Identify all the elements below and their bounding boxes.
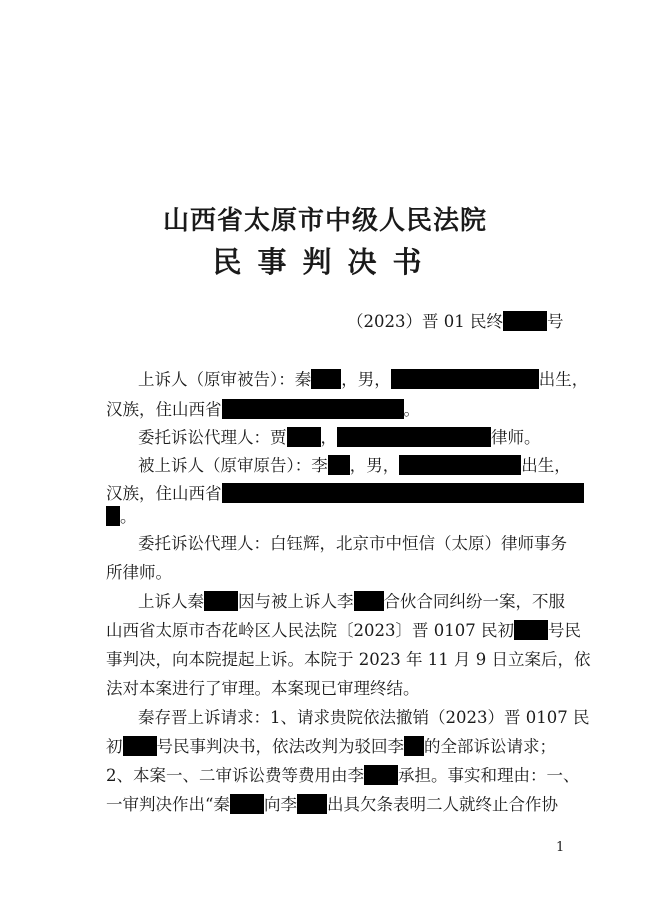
- text-segment: 上诉人秦: [138, 592, 204, 611]
- redaction-block: [123, 736, 157, 756]
- text-segment: ，: [320, 428, 337, 447]
- body-line: [106, 559, 172, 583]
- text-segment: 出生，: [538, 370, 589, 389]
- text-segment: 出生，: [521, 456, 571, 475]
- text-segment: 秦存晋上诉请求：1、请求贵院依法撤销（2023）晋 0107 民: [138, 708, 590, 727]
- body-line: [106, 791, 558, 815]
- redaction-block: [222, 483, 584, 503]
- redaction-block: [287, 427, 321, 447]
- text-segment: 委托诉讼代理人：白钰辉，北京市中恒信（太原）律师事务: [138, 534, 567, 553]
- body-line: [138, 704, 589, 728]
- redaction-block: [222, 399, 404, 419]
- text-segment: 被上诉人（原审原告）：李: [138, 456, 328, 475]
- text-segment: 2、本案一、二审诉讼费等费用由李: [106, 766, 364, 785]
- text-segment: 向李: [263, 795, 297, 814]
- redaction-block: [311, 369, 341, 389]
- redaction-block: [391, 369, 539, 389]
- redaction-block: [106, 506, 120, 526]
- text-segment: 。: [403, 400, 420, 419]
- body-line: [106, 762, 580, 786]
- text-segment: 山西省太原市杏花岭区人民法院〔2023〕晋 0107 民初: [106, 621, 514, 640]
- body-line: [138, 530, 567, 554]
- text-segment: 律师。: [491, 428, 541, 447]
- redaction-block: [404, 736, 424, 756]
- text-segment: ，男，: [349, 456, 400, 475]
- body-line: [106, 733, 556, 757]
- text-segment: 号民事判决书，依法改判为驳回李: [156, 737, 404, 756]
- text-segment: 的全部诉讼请求；: [424, 737, 556, 756]
- redaction-block: [204, 591, 238, 611]
- body-line: [106, 646, 590, 670]
- text-segment: 所律师。: [106, 563, 172, 582]
- body-line: [106, 675, 420, 699]
- text-segment: 承担。事实和理由：一、: [398, 766, 580, 785]
- case-number: [347, 308, 563, 332]
- document-title: 民事判决书: [212, 245, 438, 279]
- page-number: 1: [556, 840, 565, 855]
- text-segment: 合伙合同纠纷一案，不服: [383, 592, 565, 611]
- redaction-block: [364, 765, 398, 785]
- redaction-block: [297, 794, 327, 814]
- text-segment: 上诉人（原审被告）：秦: [138, 370, 312, 389]
- body-line: [106, 480, 584, 504]
- text-segment: 汉族，住山西省: [106, 400, 222, 419]
- redaction-block: [337, 427, 491, 447]
- court-name: 山西省太原市中级人民法院: [162, 206, 487, 236]
- text-segment: 初: [106, 737, 123, 756]
- redaction-block: [514, 620, 548, 640]
- redaction-block: [399, 455, 521, 475]
- text-segment: 一审判决作出“秦: [106, 795, 230, 814]
- redaction-block: [328, 455, 350, 475]
- case-number-prefix: （2023）晋 01 民终: [347, 312, 503, 331]
- redaction-block: [503, 311, 547, 331]
- body-line: [138, 452, 571, 476]
- text-segment: 委托诉讼代理人：贾: [138, 428, 287, 447]
- body-line: [106, 617, 581, 641]
- text-segment: 出具欠条表明二人就终止合作协: [326, 795, 558, 814]
- text-segment: ，男，: [341, 370, 391, 389]
- text-segment: 。: [120, 507, 137, 526]
- redaction-block: [230, 794, 264, 814]
- body-line: [138, 366, 588, 390]
- redaction-block: [354, 591, 384, 611]
- body-line: [106, 503, 137, 527]
- text-segment: 法对本案进行了审理。本案现已审理终结。: [106, 679, 420, 698]
- text-segment: 号民: [547, 621, 581, 640]
- body-line: [138, 424, 541, 448]
- text-segment: 因与被上诉人李: [238, 592, 354, 611]
- text-segment: 事判决，向本院提起上诉。本院于 2023 年 11 月 9 日立案后，依: [106, 650, 591, 669]
- case-number-suffix: 号: [546, 312, 564, 331]
- body-line: [138, 588, 565, 612]
- text-segment: 汉族，住山西省: [106, 484, 222, 503]
- body-line: [106, 396, 420, 420]
